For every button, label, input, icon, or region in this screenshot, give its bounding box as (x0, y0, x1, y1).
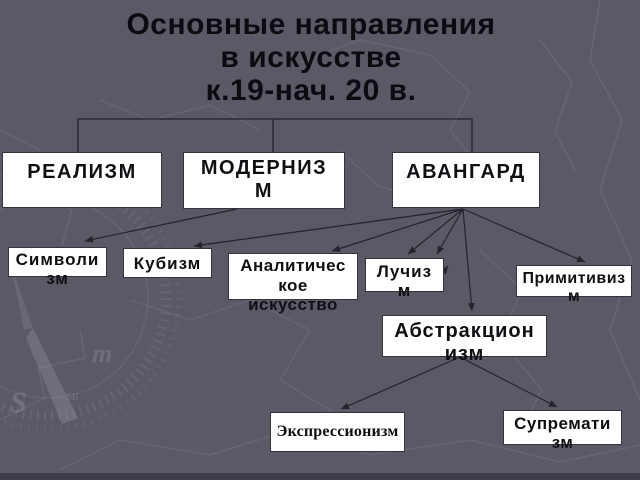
node-abstractionism-line-2: изм (444, 343, 485, 365)
footer-strip (0, 473, 640, 480)
edge-abstractionism-expressionism (341, 357, 460, 409)
title-line-2: в искусстве (220, 41, 402, 74)
node-symbolism-line-1: Символи (15, 250, 100, 269)
node-cubism-label: Кубизм (133, 254, 202, 273)
node-modernism-line-1: МОДЕРНИЗ (200, 157, 328, 179)
edge-avantgarde-abstractionism (463, 209, 472, 311)
node-analytic-art (228, 253, 358, 314)
node-primitivism-line-1: Примитивиз (522, 270, 626, 287)
edge-avantgarde-cubism (194, 209, 463, 246)
node-avantgarde-label: АВАНГАРД (406, 161, 526, 183)
node-abstractionism-line-1: Абстракцион (394, 320, 535, 342)
node-suprematism-line-2: зм (551, 433, 574, 452)
title-line-1: Основные направления (126, 8, 496, 41)
node-expressionism (270, 412, 405, 452)
node-analytic-line-2: кое (278, 275, 308, 295)
node-rayonism (365, 258, 444, 300)
edge-avantgarde-analytic (332, 209, 463, 251)
node-rayonism-line-2: м (397, 281, 412, 300)
svg-text:m: m (92, 339, 113, 368)
node-modernism (183, 152, 345, 209)
edge-avantgarde-primitivism (463, 209, 585, 262)
svg-text:S: S (10, 386, 27, 419)
node-abstractionism (382, 315, 547, 365)
slide-title (0, 8, 622, 107)
node-cubism (123, 248, 212, 278)
edge-modernism-symbolism (85, 209, 237, 241)
node-analytic-line-3: искусство (248, 295, 338, 314)
node-primitivism-line-2: м (567, 288, 581, 305)
node-realism (2, 152, 162, 208)
svg-text:SB: SB (66, 391, 79, 403)
node-suprematism-line-1: Супремати (514, 414, 611, 433)
node-expressionism-label: Экспрессионизм (276, 423, 399, 440)
node-symbolism-line-2: зм (46, 269, 69, 288)
tree-bracket (78, 119, 472, 152)
node-rayonism-line-1: Лучиз (376, 262, 433, 281)
node-analytic-line-1: Аналитичес (240, 256, 346, 275)
title-line-3: к.19-нач. 20 в. (205, 74, 417, 107)
node-primitivism (516, 265, 632, 305)
node-realism-label: РЕАЛИЗМ (27, 161, 137, 183)
node-avantgarde (392, 152, 540, 208)
node-suprematism (503, 410, 622, 452)
node-modernism-line-2: М (254, 180, 274, 202)
node-symbolism (8, 247, 107, 288)
